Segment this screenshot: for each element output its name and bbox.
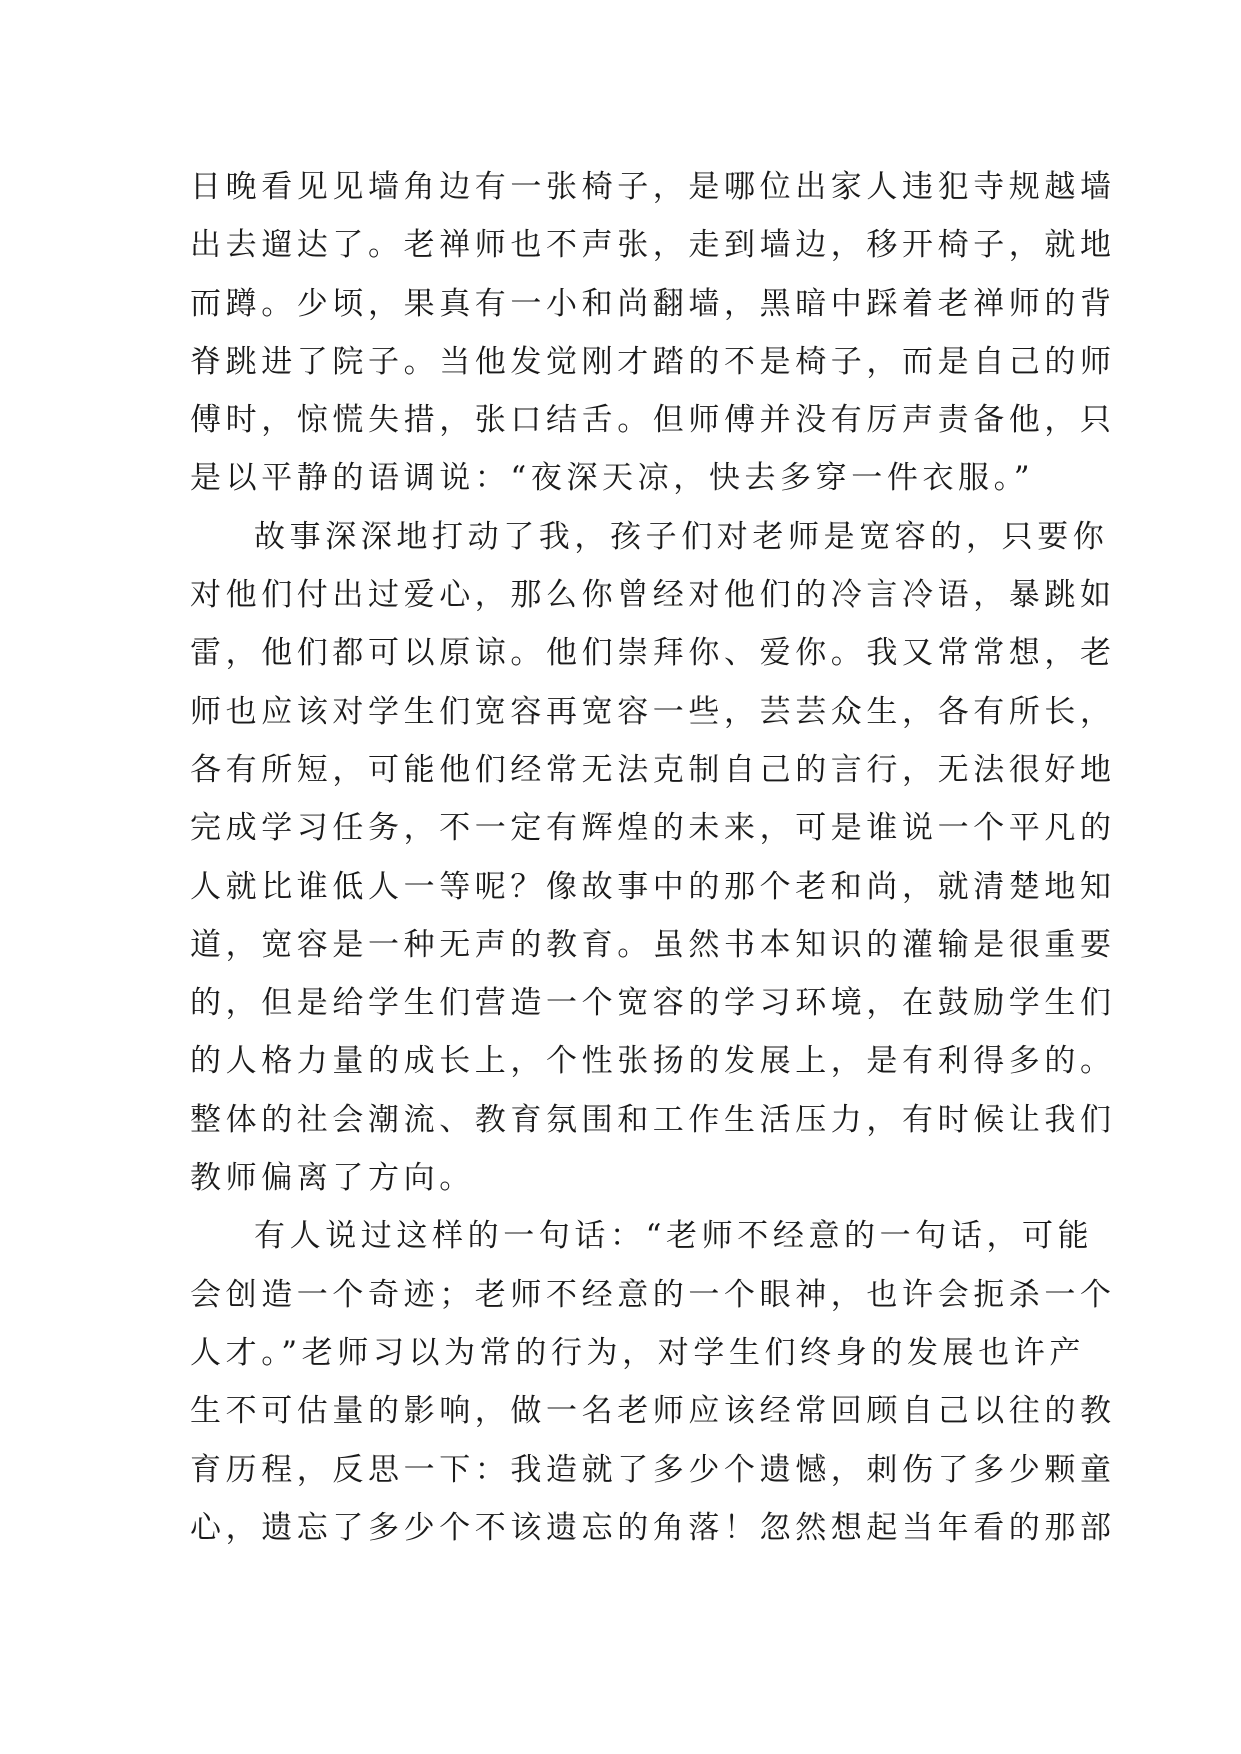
text-line: 而蹲。少顷，果真有一小和尚翻墙，黑暗中踩着老禅师的背 bbox=[190, 285, 1116, 322]
text-line: 育历程，反思一下：我造就了多少个遗憾，刺伤了多少颗童 bbox=[190, 1451, 1116, 1488]
text-line: 会创造一个奇迹；老师不经意的一个眼神，也许会扼杀一个 bbox=[190, 1276, 1116, 1313]
text-line: 完成学习任务，不一定有辉煌的未来，可是谁说一个平凡的 bbox=[190, 810, 1116, 847]
text-line: 生不可估量的影响，做一名老师应该经常回顾自己以往的教 bbox=[190, 1393, 1116, 1430]
text-line: 对他们付出过爱心，那么你曾经对他们的冷言冷语，暴跳如 bbox=[190, 577, 1116, 614]
text-line: 道，宽容是一种无声的教育。虽然书本知识的灌输是很重要 bbox=[190, 926, 1116, 963]
text-line: 雷，他们都可以原谅。他们崇拜你、爱你。我又常常想，老 bbox=[190, 635, 1116, 672]
paragraph-first-line: 有人说过这样的一句话：“老师不经意的一句话，可能 bbox=[254, 1218, 1094, 1255]
text-line: 师也应该对学生们宽容再宽容一些，芸芸众生，各有所长， bbox=[190, 693, 1116, 730]
text-line: 教师偏离了方向。 bbox=[190, 1160, 475, 1197]
text-line: 人就比谁低人一等呢？像故事中的那个老和尚，就清楚地知 bbox=[190, 868, 1116, 905]
text-line: 心，遗忘了多少个不该遗忘的角落！忽然想起当年看的那部 bbox=[190, 1509, 1116, 1546]
text-line: 出去遛达了。老禅师也不声张，走到墙边，移开椅子，就地 bbox=[190, 227, 1116, 264]
text-line: 整体的社会潮流、教育氛围和工作生活压力，有时候让我们 bbox=[190, 1101, 1116, 1138]
text-line: 傅时，惊慌失措，张口结舌。但师傅并没有厉声责备他，只 bbox=[190, 402, 1116, 439]
text-line: 人才。”老师习以为常的行为，对学生们终身的发展也许产 bbox=[190, 1334, 1085, 1371]
text-line: 日晚看见见墙角边有一张椅子，是哪位出家人违犯寺规越墙 bbox=[190, 169, 1116, 205]
text-line: 是以平静的语调说：“夜深天凉，快去多穿一件衣服。” bbox=[190, 460, 1035, 497]
text-line: 各有所短，可能他们经常无法克制自己的言行，无法很好地 bbox=[190, 751, 1116, 788]
body-text bbox=[190, 158, 1116, 1557]
text-line: 的人格力量的成长上，个性张扬的发展上，是有利得多的。 bbox=[190, 1043, 1116, 1080]
text-line: 脊跳进了院子。当他发觉刚才踏的不是椅子，而是自己的师 bbox=[190, 343, 1116, 380]
paragraph-first-line: 故事深深地打动了我，孩子们对老师是宽容的，只要你 bbox=[254, 518, 1109, 555]
text-line: 的，但是给学生们营造一个宽容的学习环境，在鼓励学生们 bbox=[190, 985, 1116, 1022]
